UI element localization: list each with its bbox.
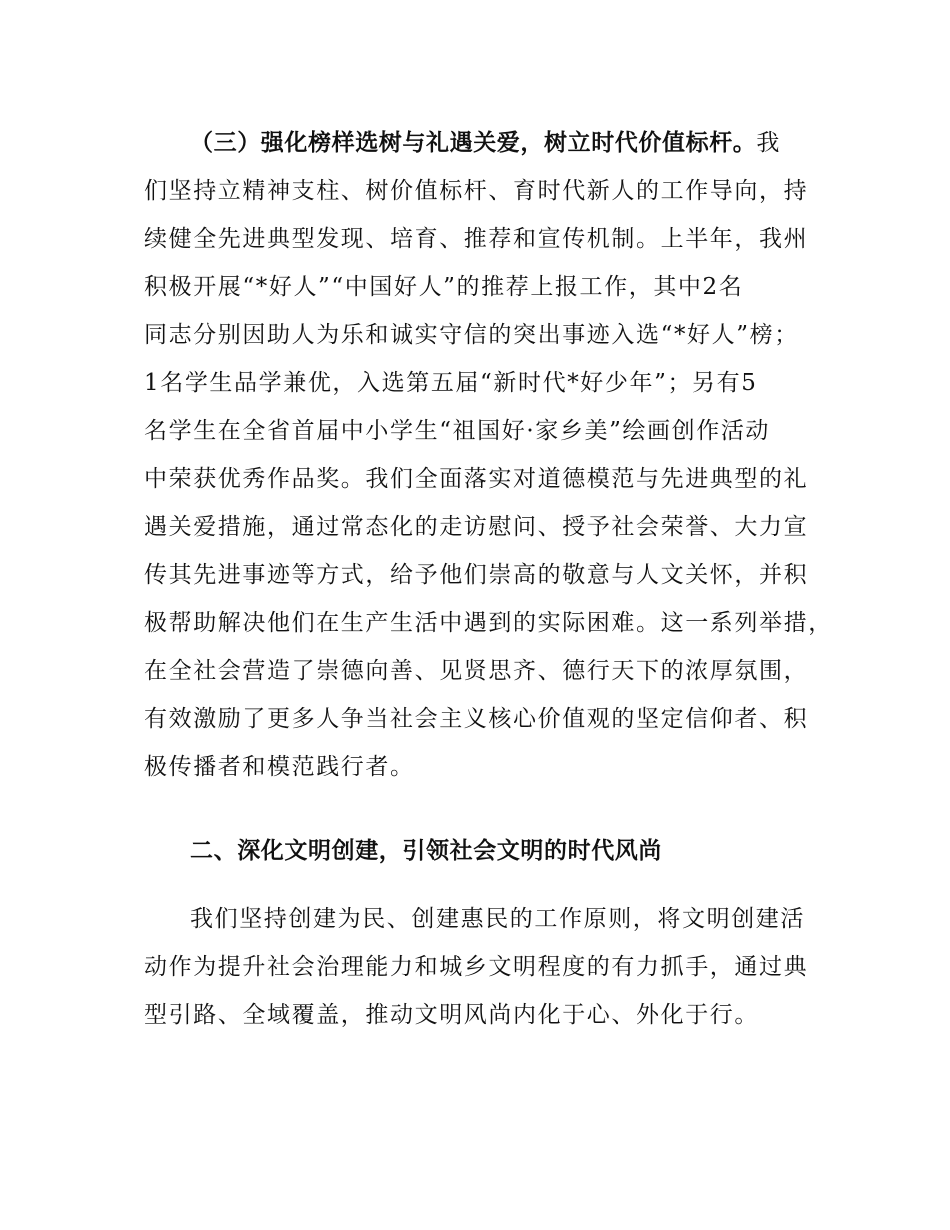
paragraph-text: 我 (756, 130, 781, 156)
paragraph-line: 名学生在全省首届中小学生“祖国好·家乡美”绘画创作活动 (144, 418, 771, 444)
paragraph-line: 续健全先进典型发现、培育、推荐和宣传机制。上半年，我州 (144, 226, 809, 252)
paragraph-line (144, 119, 824, 167)
paragraph-line: 动作为提升社会治理能力和城乡文明程度的有力抓手，通过典 (144, 954, 809, 980)
paragraph-line: 型引路、全域覆盖，推动文明风尚内化于心、外化于行。 (144, 1002, 759, 1028)
paragraph-line: 极帮助解决他们在生产生活中遇到的实际困难。这一系列举措， (144, 610, 833, 636)
paragraph-line: 我们坚持创建为民、创建惠民的工作原则，将文明创建活 (190, 906, 805, 932)
section-two-heading-block (144, 827, 824, 875)
paragraph-line: 遇关爱措施，通过常态化的走访慰问、授予社会荣誉、大力宣 (144, 514, 809, 540)
section-two-paragraph (144, 895, 824, 1039)
paragraph-line: 在全社会营造了崇德向善、见贤思齐、德行天下的浓厚氛围， (144, 658, 809, 684)
section-two-heading: 二、深化文明创建，引领社会文明的时代风尚 (190, 838, 662, 864)
paragraph-line: 中荣获优秀作品奖。我们全面落实对道德模范与先进典型的礼 (144, 466, 809, 492)
paragraph-line: 有效激励了更多人争当社会主义核心价值观的坚定信仰者、积 (144, 706, 809, 732)
section-3-heading: （三）强化榜样选树与礼遇关爱，树立时代价值标杆。 (190, 130, 757, 156)
paragraph-line: 极传播者和模范践行者。 (144, 754, 415, 780)
paragraph-line: 同志分别因助人为乐和诚实守信的突出事迹入选“*好人”榜； (144, 322, 799, 348)
paragraph-line: 积极开展“*好人”“中国好人”的推荐上报工作，其中2名 (144, 274, 744, 300)
section-3-paragraph (144, 119, 833, 791)
paragraph-line: 们坚持立精神支柱、树价值标杆、育时代新人的工作导向，持 (144, 178, 809, 204)
paragraph-line: 1名学生品学兼优，入选第五届“新时代*好少年”；另有5 (144, 370, 758, 396)
paragraph-line: 传其先进事迹等方式，给予他们崇高的敬意与人文关怀，并积 (144, 562, 809, 588)
